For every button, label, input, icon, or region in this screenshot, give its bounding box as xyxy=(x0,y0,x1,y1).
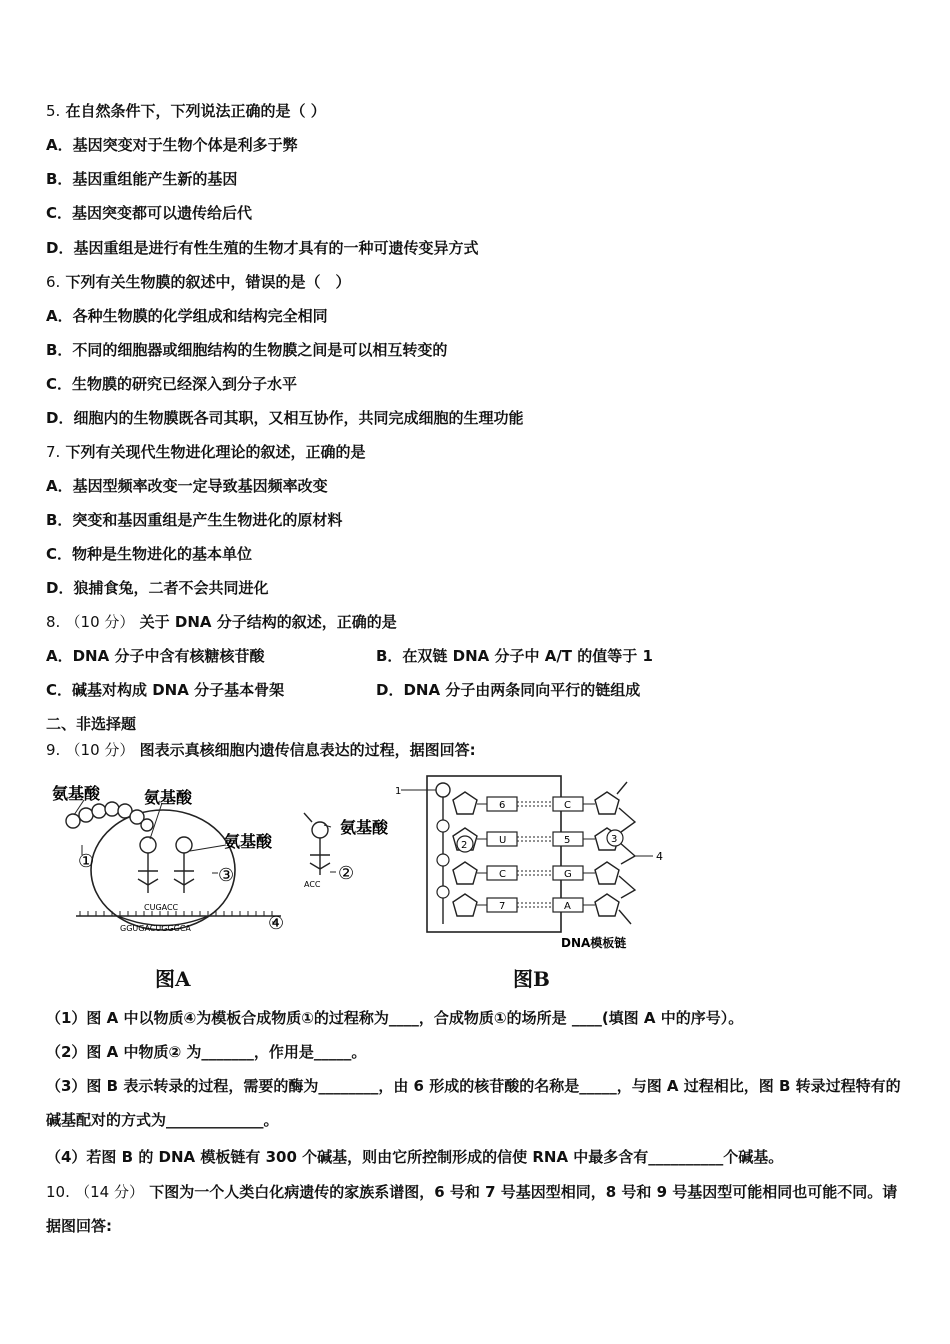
fig-a-amino-label-1: 氨基酸 xyxy=(52,784,101,803)
q6-number: 6. xyxy=(46,273,61,291)
q6-option-b: B．不同的细胞器或细胞结构的生物膜之间是可以相互转变的 xyxy=(46,341,448,359)
fig-b-right-base-3: G xyxy=(564,869,572,880)
q9-sub-3: （3）图 B 表示转录的过程，需要的酶为________，由 6 形成的核苷酸的名称是_____，与图 A 过程相比，图 B 转录过程特有的碱基配对的方式为_____________。 xyxy=(46,1077,901,1129)
q10-score: （14 分） xyxy=(75,1183,144,1201)
fig-b-label-4: 4 xyxy=(656,850,663,863)
q6-option-c: C．生物膜的研究已经深入到分子水平 xyxy=(46,375,298,393)
fig-a-circle-2: ② xyxy=(338,863,355,884)
figure-b-caption: 图B xyxy=(513,967,550,991)
q6-option-d: D．细胞内的生物膜既各司其职，又相互协作，共同完成细胞的生理功能 xyxy=(46,409,524,427)
fig-a-circle-3: ③ xyxy=(218,865,235,886)
fig-a-amino-label-4: 氨基酸 xyxy=(340,818,389,837)
q6-stem-text: 下列有关生物膜的叙述中，错误的是（ ） xyxy=(65,273,351,291)
fig-a-circle-1: ① xyxy=(78,851,95,872)
q8-option-d: D．DNA 分子由两条同向平行的链组成 xyxy=(376,681,641,699)
fig-b-right-base-4: A xyxy=(564,901,571,912)
q7-option-b: B．突变和基因重组是产生生物进化的原材料 xyxy=(46,511,343,529)
fig-b-left-base-3: C xyxy=(499,869,506,880)
fig-a-anticodon: CUGACC xyxy=(144,903,179,912)
q7-number: 7. xyxy=(46,443,61,461)
q6-option-a: A．各种生物膜的化学组成和结构完全相同 xyxy=(46,307,328,325)
q5-option-b: B．基因重组能产生新的基因 xyxy=(46,170,238,188)
q5-option-c: C．基因突变都可以遗传给后代 xyxy=(46,204,253,222)
fig-b-template-label: DNA模板链 xyxy=(561,936,627,950)
q8-option-c: C．碱基对构成 DNA 分子基本骨架 xyxy=(46,681,285,699)
q5-option-d: D．基因重组是进行有性生殖的生物才具有的一种可遗传变异方式 xyxy=(46,239,479,257)
q7-stem xyxy=(46,442,366,462)
fig-b-left-base-4: 7 xyxy=(499,901,506,912)
q7-option-c: C．物种是生物进化的基本单位 xyxy=(46,545,253,563)
q8-option-b: B．在双链 DNA 分子中 A/T 的值等于 1 xyxy=(376,647,653,665)
fig-b-right-base-1: C xyxy=(564,800,571,811)
figure-a-translation xyxy=(46,775,406,985)
q7-stem-text: 下列有关现代生物进化理论的叙述，正确的是 xyxy=(65,443,366,461)
q10-number: 10. xyxy=(46,1183,70,1201)
q10-stem xyxy=(46,1175,908,1243)
q5-number: 5. xyxy=(46,102,61,120)
figure-a-caption: 图A xyxy=(155,967,191,991)
fig-a-amino-label-2: 氨基酸 xyxy=(144,788,193,807)
q8-stem-text: 关于 DNA 分子结构的叙述，正确的是 xyxy=(139,613,397,631)
q8-score: （10 分） xyxy=(65,613,135,631)
q5-stem xyxy=(46,101,326,121)
fig-a-mrna-sequence: GGUGACUGGGCA xyxy=(120,924,191,933)
trna-free xyxy=(304,813,330,875)
q10-stem-text: 下图为一个人类白化病遗传的家族系谱图，6 号和 7 号基因型相同，8 号和 9 号基因型可能相同也可能不同。请据图回答: xyxy=(46,1183,898,1235)
peptide-chain xyxy=(66,802,153,831)
q9-score: （10 分） xyxy=(65,741,135,759)
fig-a-amino-label-3: 氨基酸 xyxy=(224,832,273,851)
q8-stem xyxy=(46,612,397,632)
fig-b-left-base-1: 6 xyxy=(499,800,506,811)
figure-b-transcription xyxy=(395,772,680,962)
q9-number: 9. xyxy=(46,741,61,759)
section-heading: 二、非选择题 xyxy=(46,715,137,733)
q5-option-a: A．基因突变对于生物个体是利多于弊 xyxy=(46,136,298,154)
q9-sub-1: （1）图 A 中以物质④为模板合成物质①的过程称为____，合成物质①的场所是 ____(填图 A 中的序号）。 xyxy=(46,1009,744,1027)
q7-option-a: A．基因型频率改变一定导致基因频率改变 xyxy=(46,477,328,495)
q9-sub-2: （2）图 A 中物质② 为_______，作用是_____。 xyxy=(46,1043,367,1061)
fig-b-right-base-2: 5 xyxy=(564,835,571,846)
q5-stem-text: 在自然条件下，下列说法正确的是（ ） xyxy=(65,102,326,120)
fig-a-circle-4: ④ xyxy=(268,913,285,934)
fig-b-label-1: 1 xyxy=(395,786,402,797)
trna-in-ribosome xyxy=(138,837,194,893)
q6-stem xyxy=(46,272,351,292)
q9-sub-4: （4）若图 B 的 DNA 模板链有 300 个碱基，则由它所控制形成的信使 RNA 中最多含有__________个碱基。 xyxy=(46,1148,784,1166)
fig-b-left-base-2: U xyxy=(499,835,507,846)
ribosome-large-subunit xyxy=(91,810,235,930)
q7-option-d: D．狼捕食兔，二者不会共同进化 xyxy=(46,579,269,597)
phosphate-1 xyxy=(436,783,450,797)
q9-stem-text: 图表示真核细胞内遗传信息表达的过程，据图回答: xyxy=(139,741,476,759)
fig-b-circle-2: 2 xyxy=(461,840,468,851)
q8-number: 8. xyxy=(46,613,61,631)
fig-a-acc: ACC xyxy=(304,880,321,889)
q9-stem xyxy=(46,740,476,760)
fig-b-circle-3: 3 xyxy=(611,834,618,845)
q8-option-a: A．DNA 分子中含有核糖核苷酸 xyxy=(46,647,265,665)
